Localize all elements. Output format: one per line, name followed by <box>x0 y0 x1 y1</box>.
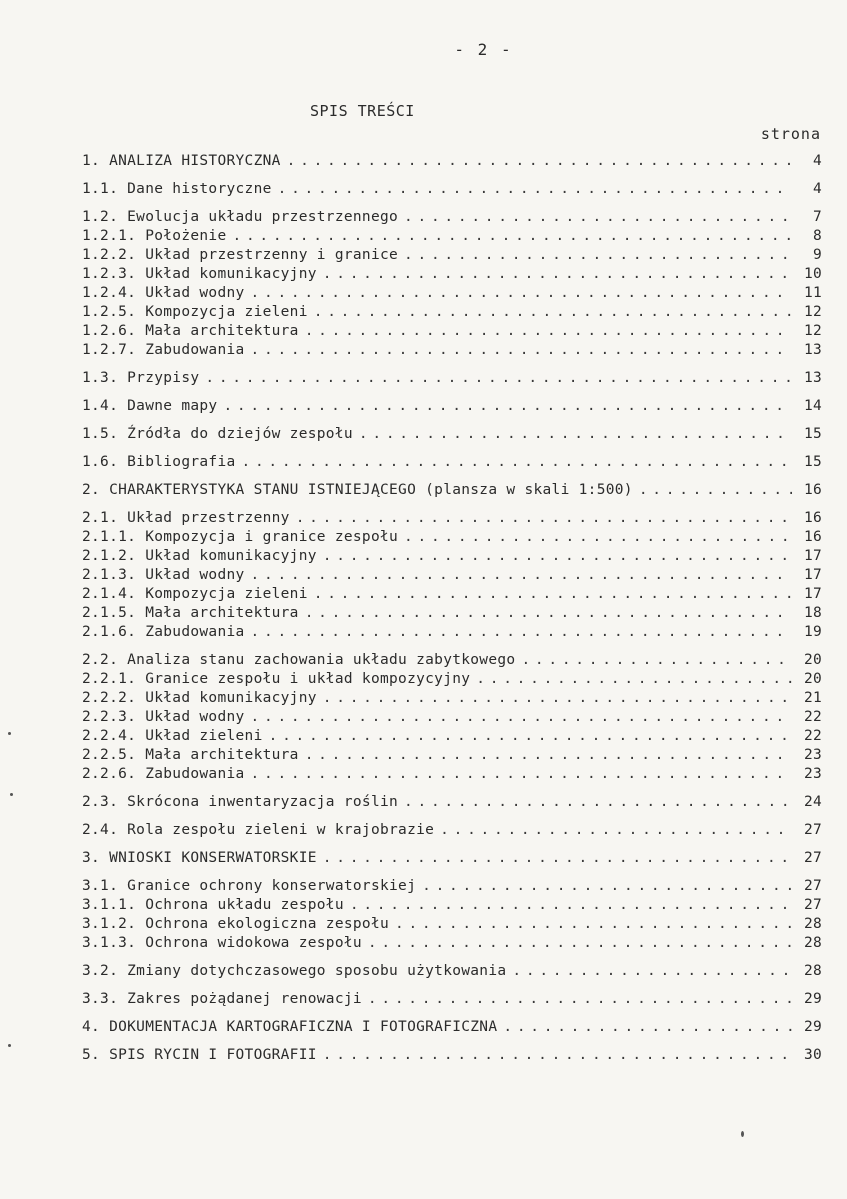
toc-entry <box>82 651 822 670</box>
toc-entry <box>82 397 822 416</box>
leader-dots <box>323 547 792 566</box>
toc-entry-page: 13 <box>803 342 822 358</box>
toc-entry-page: 19 <box>803 624 822 640</box>
toc-entry-page: 10 <box>803 266 822 282</box>
toc-entry <box>82 208 822 227</box>
leader-dots <box>314 303 792 322</box>
table-of-contents <box>82 152 822 1065</box>
leader-dots <box>512 962 792 981</box>
toc-entry-page: 15 <box>803 426 822 442</box>
toc-entry <box>82 849 822 868</box>
toc-entry-label: 1.2. Ewolucja układu przestrzennego <box>82 209 399 225</box>
toc-entry <box>82 481 822 500</box>
toc-entry-page: 29 <box>803 991 822 1007</box>
leader-dots <box>251 284 792 303</box>
toc-entry-label: 1.2.3. Układ komunikacyjny <box>82 266 317 282</box>
toc-entry <box>82 727 822 746</box>
leader-dots <box>359 425 792 444</box>
toc-entry-label: 3.2. Zmiany dotychczasowego sposobu użytkowania <box>82 963 507 979</box>
toc-entry-page: 28 <box>803 963 822 979</box>
toc-entry-page: 12 <box>803 304 822 320</box>
toc-entry-label: 2.1.1. Kompozycja i granice zespołu <box>82 529 399 545</box>
toc-entry <box>82 227 822 246</box>
toc-entry-label: 1.6. Bibliografia <box>82 454 236 470</box>
leader-dots <box>440 821 792 840</box>
scan-speck <box>741 1131 744 1137</box>
leader-dots <box>242 453 792 472</box>
toc-entry-page: 21 <box>803 690 822 706</box>
toc-entry-label: 3. WNIOSKI KONSERWATORSKIE <box>82 850 317 866</box>
toc-entry-page: 20 <box>803 652 822 668</box>
toc-entry <box>82 877 822 896</box>
toc-entry <box>82 509 822 528</box>
toc-entry-label: 2.1.4. Kompozycja zieleni <box>82 586 308 602</box>
toc-entry-page: 27 <box>803 878 822 894</box>
toc-entry-page: 28 <box>803 935 822 951</box>
toc-entry <box>82 369 822 388</box>
page-number: - 2 - <box>454 40 513 59</box>
scan-speck <box>8 1044 11 1047</box>
leader-dots <box>404 208 792 227</box>
scan-speck <box>8 732 11 735</box>
toc-entry-page: 16 <box>803 510 822 526</box>
leader-dots <box>323 689 792 708</box>
toc-entry-page: 23 <box>803 766 822 782</box>
toc-entry-page: 18 <box>803 605 822 621</box>
toc-entry <box>82 284 822 303</box>
leader-dots <box>639 481 792 500</box>
toc-entry-page: 11 <box>803 285 822 301</box>
toc-entry-label: 2.1.5. Mała architektura <box>82 605 299 621</box>
leader-dots <box>503 1018 792 1037</box>
toc-entry-label: 2.2. Analiza stanu zachowania układu zabytkowego <box>82 652 516 668</box>
toc-entry-page: 4 <box>812 181 822 197</box>
leader-dots <box>368 934 792 953</box>
toc-entry <box>82 585 822 604</box>
toc-entry-page: 23 <box>803 747 822 763</box>
toc-entry-label: 4. DOKUMENTACJA KARTOGRAFICZNA I FOTOGRAFICZNA <box>82 1019 498 1035</box>
toc-entry-page: 12 <box>803 323 822 339</box>
toc-entry <box>82 425 822 444</box>
toc-entry-label: 1.5. Źródła do dziejów zespołu <box>82 426 353 442</box>
toc-entry-page: 9 <box>812 247 822 263</box>
toc-entry-label: 3.1. Granice ochrony konserwatorskiej <box>82 878 417 894</box>
leader-dots <box>305 604 792 623</box>
toc-entry-label: 1.1. Dane historyczne <box>82 181 272 197</box>
leader-dots <box>368 990 792 1009</box>
toc-entry-page: 17 <box>803 548 822 564</box>
leader-dots <box>422 877 792 896</box>
toc-entry <box>82 689 822 708</box>
toc-entry-label: 2.2.6. Zabudowania <box>82 766 245 782</box>
toc-entry-page: 20 <box>803 671 822 687</box>
toc-entry-label: 2.1.2. Układ komunikacyjny <box>82 548 317 564</box>
toc-entry-label: 1.2.1. Położenie <box>82 228 227 244</box>
page-column-header: strona <box>760 125 821 143</box>
toc-entry-page: 4 <box>812 153 822 169</box>
leader-dots <box>314 585 792 604</box>
leader-dots <box>323 1046 792 1065</box>
toc-entry-page: 24 <box>803 794 822 810</box>
leader-dots <box>476 670 792 689</box>
leader-dots <box>296 509 792 528</box>
toc-entry-label: 3.1.3. Ochrona widokowa zespołu <box>82 935 362 951</box>
leader-dots <box>269 727 792 746</box>
toc-entry-page: 27 <box>803 897 822 913</box>
leader-dots <box>223 397 792 416</box>
leader-dots <box>521 651 792 670</box>
toc-entry <box>82 265 822 284</box>
toc-entry-label: 3.1.1. Ochrona układu zespołu <box>82 897 344 913</box>
leader-dots <box>278 180 792 199</box>
toc-entry-label: 2.2.2. Układ komunikacyjny <box>82 690 317 706</box>
toc-entry-label: 1.4. Dawne mapy <box>82 398 218 414</box>
leader-dots <box>251 708 792 727</box>
toc-entry-page: 17 <box>803 567 822 583</box>
scan-speck <box>10 793 13 796</box>
toc-entry-page: 27 <box>803 850 822 866</box>
leader-dots <box>287 152 792 171</box>
toc-entry-label: 1.3. Przypisy <box>82 370 200 386</box>
toc-entry <box>82 746 822 765</box>
toc-entry-label: 2.2.4. Układ zieleni <box>82 728 263 744</box>
toc-entry-page: 28 <box>803 916 822 932</box>
toc-entry <box>82 604 822 623</box>
toc-entry <box>82 1018 822 1037</box>
leader-dots <box>251 765 792 784</box>
leader-dots <box>232 227 792 246</box>
toc-entry-page: 30 <box>803 1047 822 1063</box>
toc-entry-page: 7 <box>812 209 822 225</box>
toc-entry-label: 1.2.7. Zabudowania <box>82 342 245 358</box>
toc-entry-label: 1. ANALIZA HISTORYCZNA <box>82 153 281 169</box>
toc-entry-label: 2. CHARAKTERYSTYKA STANU ISTNIEJĄCEGO (plansza w skali 1:500) <box>82 482 633 498</box>
toc-entry-page: 13 <box>803 370 822 386</box>
leader-dots <box>205 369 792 388</box>
toc-entry <box>82 547 822 566</box>
toc-entry <box>82 623 822 642</box>
toc-entry <box>82 566 822 585</box>
toc-entry-page: 15 <box>803 454 822 470</box>
toc-entry-label: 2.4. Rola zespołu zieleni w krajobrazie <box>82 822 435 838</box>
toc-entry <box>82 322 822 341</box>
toc-entry-label: 2.1. Układ przestrzenny <box>82 510 290 526</box>
toc-entry <box>82 180 822 199</box>
leader-dots <box>251 623 792 642</box>
toc-entry <box>82 1046 822 1065</box>
leader-dots <box>305 746 792 765</box>
leader-dots <box>350 896 792 915</box>
toc-entry-page: 8 <box>812 228 822 244</box>
leader-dots <box>404 793 792 812</box>
toc-entry <box>82 962 822 981</box>
toc-entry-page: 16 <box>803 529 822 545</box>
toc-entry <box>82 934 822 953</box>
toc-entry-page: 17 <box>803 586 822 602</box>
toc-entry <box>82 990 822 1009</box>
toc-entry-label: 2.3. Skrócona inwentaryzacja roślin <box>82 794 399 810</box>
toc-entry-label: 2.2.3. Układ wodny <box>82 709 245 725</box>
toc-entry-page: 22 <box>803 709 822 725</box>
toc-entry-label: 3.1.2. Ochrona ekologiczna zespołu <box>82 916 390 932</box>
toc-entry-label: 5. SPIS RYCIN I FOTOGRAFII <box>82 1047 317 1063</box>
toc-entry-label: 2.1.3. Układ wodny <box>82 567 245 583</box>
toc-entry <box>82 821 822 840</box>
page-title: SPIS TREŚCI <box>310 102 415 120</box>
toc-entry-page: 29 <box>803 1019 822 1035</box>
leader-dots <box>251 341 792 360</box>
leader-dots <box>305 322 792 341</box>
leader-dots <box>395 915 792 934</box>
toc-entry <box>82 708 822 727</box>
toc-entry <box>82 341 822 360</box>
leader-dots <box>323 265 792 284</box>
leader-dots <box>404 246 792 265</box>
toc-entry <box>82 765 822 784</box>
toc-entry <box>82 303 822 322</box>
toc-entry-page: 22 <box>803 728 822 744</box>
toc-entry <box>82 528 822 547</box>
toc-entry-label: 2.2.5. Mała architektura <box>82 747 299 763</box>
toc-entry <box>82 246 822 265</box>
toc-entry-page: 16 <box>803 482 822 498</box>
toc-entry-label: 2.2.1. Granice zespołu i układ kompozycyjny <box>82 671 471 687</box>
leader-dots <box>251 566 792 585</box>
leader-dots <box>404 528 792 547</box>
toc-entry-label: 1.2.4. Układ wodny <box>82 285 245 301</box>
toc-entry <box>82 915 822 934</box>
toc-entry <box>82 793 822 812</box>
toc-entry-label: 1.2.6. Mała architektura <box>82 323 299 339</box>
leader-dots <box>323 849 792 868</box>
toc-entry <box>82 152 822 171</box>
toc-entry <box>82 896 822 915</box>
toc-entry-label: 1.2.5. Kompozycja zieleni <box>82 304 308 320</box>
toc-entry <box>82 670 822 689</box>
toc-entry-label: 3.3. Zakres pożądanej renowacji <box>82 991 362 1007</box>
toc-entry <box>82 453 822 472</box>
toc-entry-page: 27 <box>803 822 822 838</box>
toc-entry-page: 14 <box>803 398 822 414</box>
toc-entry-label: 2.1.6. Zabudowania <box>82 624 245 640</box>
toc-entry-label: 1.2.2. Układ przestrzenny i granice <box>82 247 399 263</box>
